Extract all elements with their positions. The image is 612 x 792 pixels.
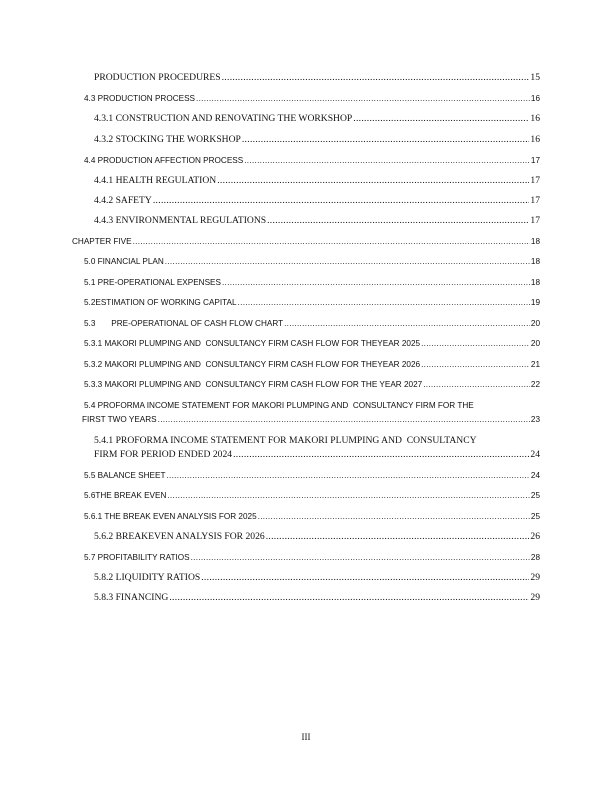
toc-entry-page: 22: [530, 380, 540, 389]
toc-entry-label: 5.6THE BREAK EVEN: [84, 491, 167, 500]
toc-entry[interactable]: [94, 134, 540, 145]
toc-entry-label: 5.8.2 LIQUIDITY RATIOS: [94, 572, 201, 583]
toc-entry-label: 5.3 PRE-OPERATIONAL OF CASH FLOW CHART: [84, 319, 284, 328]
toc-entry[interactable]: [84, 360, 540, 369]
toc-entry-page: 23: [530, 415, 540, 424]
toc-entry-label: 4.3 PRODUCTION PROCESS: [84, 94, 196, 103]
toc-entry-page: 18: [530, 257, 540, 266]
toc-entry[interactable]: [84, 278, 540, 287]
toc-entry-page: 16: [530, 94, 540, 103]
toc-entry[interactable]: [94, 195, 540, 206]
toc-entry-page: 17: [530, 215, 540, 226]
toc-entry[interactable]: [84, 257, 540, 266]
toc-entry[interactable]: [84, 94, 540, 103]
page-number: III: [301, 732, 311, 742]
toc-entry-page: 18: [530, 278, 540, 287]
toc-entry-page: 24: [530, 471, 540, 480]
toc-entry-label: 5.6.2 BREAKEVEN ANALYSIS FOR 2026: [94, 531, 265, 542]
toc-entry-label: 4.4.3 ENVIRONMENTAL REGULATIONS: [94, 215, 267, 226]
toc-entry[interactable]: [84, 512, 540, 521]
toc-entry-page: 29: [530, 592, 540, 603]
toc-entry-page: 20: [530, 319, 540, 328]
toc-entry-label: 5.5 BALANCE SHEET: [84, 471, 166, 480]
toc-entry-label: 5.3.3 MAKORI PLUMPING AND CONSULTANCY FIRM CASH FLOW FOR THE YEAR 2027: [84, 380, 423, 389]
toc-entry[interactable]: [84, 553, 540, 562]
toc-entry-page: 15: [530, 72, 540, 83]
toc-entry-page: 16: [530, 113, 540, 124]
toc-entry-label: CHAPTER FIVE: [72, 237, 132, 246]
toc-entry[interactable]: [94, 531, 540, 542]
toc-entry[interactable]: [84, 156, 540, 165]
toc-entry-page: 28: [530, 553, 540, 562]
toc-entry-page: 25: [530, 491, 540, 500]
toc-entry-page: 17: [530, 156, 540, 165]
toc-entry-page: 26: [530, 531, 540, 542]
toc-entry[interactable]: [94, 572, 540, 583]
toc-entry[interactable]: [94, 434, 540, 462]
toc-entry-page: 20: [530, 339, 540, 348]
toc-entry-label: PRODUCTION PROCEDURES: [94, 72, 221, 83]
toc-entry-page: 19: [530, 298, 540, 307]
toc-entry[interactable]: [84, 319, 540, 328]
toc-entry-label: 5.8.3 FINANCING: [94, 592, 169, 603]
toc-entry-label: 5.6.1 THE BREAK EVEN ANALYSIS FOR 2025: [84, 512, 257, 521]
toc-entry-label: 5.2ESTIMATION OF WORKING CAPITAL: [84, 298, 237, 307]
toc-entry-label: 4.4 PRODUCTION AFFECTION PROCESS: [84, 156, 244, 165]
toc-entry[interactable]: [94, 175, 540, 186]
toc-entry-label: 5.3.2 MAKORI PLUMPING AND CONSULTANCY FIRM CASH FLOW FOR THEYEAR 2026: [84, 360, 421, 369]
toc-entry-label: 5.4.1 PROFORMA INCOME STATEMENT FOR MAKORI PLUMPING AND CONSULTANCY: [94, 435, 477, 446]
toc-entry-label: 4.3.2 STOCKING THE WORKSHOP: [94, 134, 241, 145]
toc-entry[interactable]: [94, 215, 540, 226]
toc-entry-label: 5.0 FINANCIAL PLAN: [84, 257, 164, 266]
toc-entry-label: FIRST TWO YEARS: [82, 415, 157, 424]
toc-entry-page: 29: [530, 572, 540, 583]
toc-entry-page: 24: [530, 449, 540, 460]
toc-entry-label: 5.4 PROFORMA INCOME STATEMENT FOR MAKORI PLUMPING AND CONSULTANCY FIRM FOR THE: [84, 401, 474, 410]
toc-entry-page: 16: [530, 134, 540, 145]
toc-entry[interactable]: [94, 113, 540, 124]
toc-entry-page: 17: [530, 175, 540, 186]
toc-entry-label: 4.3.1 CONSTRUCTION AND RENOVATING THE WORKSHOP: [94, 113, 353, 124]
toc-entry-page: 21: [530, 360, 540, 369]
toc-entry[interactable]: [84, 339, 540, 348]
toc-entry-label: 4.4.2 SAFETY: [94, 195, 152, 206]
toc-entry-page: 17: [530, 195, 540, 206]
toc-entry-label: 5.7 PROFITABILITY RATIOS: [84, 553, 190, 562]
toc-entry[interactable]: [84, 399, 540, 427]
toc-entry[interactable]: [84, 380, 540, 389]
toc-entry[interactable]: [94, 72, 540, 83]
toc-entry-label: 4.4.1 HEALTH REGULATION: [94, 175, 217, 186]
toc-entry[interactable]: [84, 298, 540, 307]
toc-entry[interactable]: [72, 237, 540, 246]
toc-entry-label: 5.1 PRE-OPERATIONAL EXPENSES: [84, 278, 221, 287]
toc-entry[interactable]: [94, 592, 540, 603]
toc-entry-page: 18: [530, 237, 540, 246]
toc-entry[interactable]: [84, 491, 540, 500]
toc-entry-label: FIRM FOR PERIOD ENDED 2024: [94, 449, 233, 460]
toc-entry[interactable]: [84, 471, 540, 480]
toc-entry-page: 25: [530, 512, 540, 521]
toc-entry-label: 5.3.1 MAKORI PLUMPING AND CONSULTANCY FIRM CASH FLOW FOR THEYEAR 2025: [84, 339, 421, 348]
